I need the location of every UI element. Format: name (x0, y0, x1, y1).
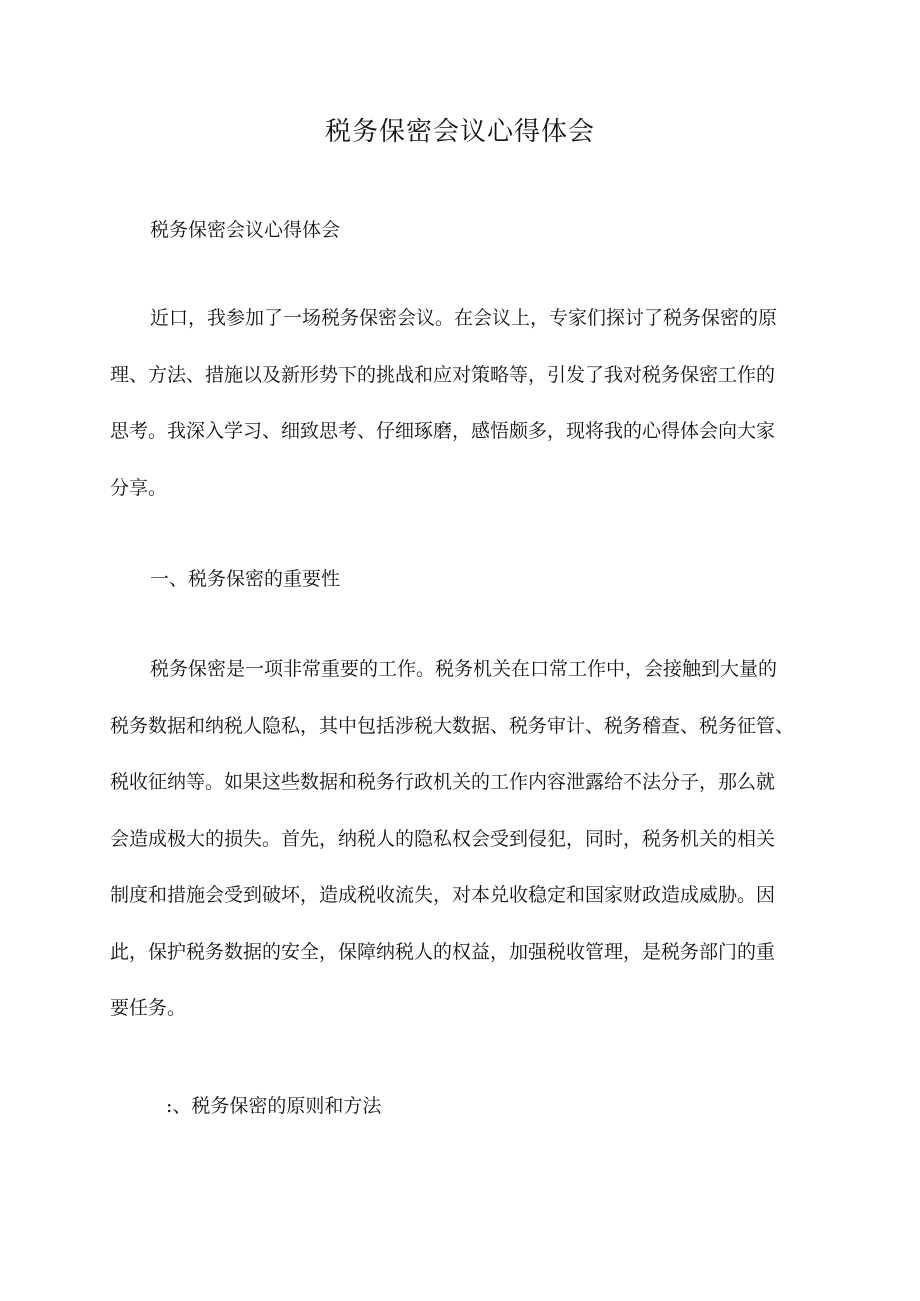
paragraph-line: 制度和措施会受到破坏，造成税收流失，对本兑收稳定和国家财政造成威胁。因 (110, 884, 776, 906)
paragraph-line: 思考。我深入学习、细致思考、仔细琢磨，感悟颇多，现将我的心得体会向大家 (110, 420, 776, 442)
paragraph-line: 分享。 (110, 476, 168, 499)
document-title: 税务保密会议心得体会 (324, 117, 595, 147)
paragraph-line: 要任务。 (110, 997, 187, 1019)
paragraph-line: 税收征纳等。如果这些数据和税务行政机关的工作内容泄露给不法分子，那么就 (110, 771, 776, 793)
paragraph-line: 税务保密是一项非常重要的工作。税务机关在口常工作中，会接触到大量的 (150, 658, 778, 680)
section-heading-principles: :、税务保密的原则和方法 (166, 1095, 382, 1117)
paragraph-intro (110, 290, 822, 516)
paragraph-line: 税务数据和纳税人隐私，其中包括涉税大数据、税务审计、税务稽查、税务征管、 (110, 714, 795, 737)
paragraph-line: 近口，我参加了一场税务保密会议。在会议上，专家们探讨了税务保密的原 (150, 307, 778, 329)
paragraph-line: 会造成极大的损失。首先，纳税人的隐私权会受到侵犯，同时，税务机关的相关 (110, 827, 776, 850)
document-subtitle: 税务保密会议心得体会 (150, 219, 341, 241)
paragraph-line: 理、方法、措施以及新形势下的挑战和应对策略等，引发了我对税务保密工作的 (110, 363, 776, 386)
section-heading-importance: 一、税务保密的重要性 (150, 568, 341, 590)
paragraph-importance (110, 641, 822, 1037)
paragraph-line: 此，保护税务数据的安全，保障纳税人的权益，加强税收管理，是税务部门的重 (110, 940, 776, 963)
